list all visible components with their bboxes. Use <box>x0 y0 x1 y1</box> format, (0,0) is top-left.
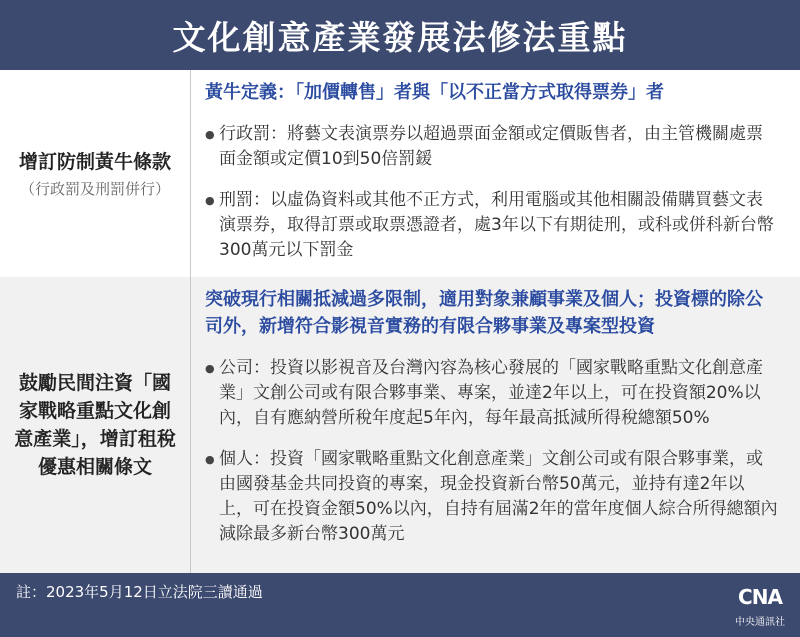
footnote: 註：2023年5月12日立法院三讀通過 <box>16 583 263 601</box>
bullet-text: 刑罰：以虛偽資料或其他不正方式，利用電腦或其他相關設備購買藝文表演票券，取得訂票或取票憑證者，處3年以下有期徒刑，或科或併科新台幣300萬元以下罰金 <box>219 190 774 260</box>
section-tax-incentives <box>0 277 800 573</box>
bullet-icon: ● <box>205 362 215 375</box>
section-sublabel: （行政罰及刑罰併行） <box>19 180 170 198</box>
section-ticket-scalping <box>0 70 800 277</box>
section-heading: 黃牛定義：「加價轉售」者與「以不正當方式取得票券」者 <box>205 82 664 103</box>
bullet-icon: ● <box>205 453 215 466</box>
section-content <box>191 70 800 277</box>
section-heading: 突破現行相關抵減過多限制，適用對象兼顧事業及個人；投資標的除公司外，新增符合影視音實務的有限合夥事業及專案型投資 <box>205 289 763 337</box>
list-item <box>205 356 778 431</box>
list-item <box>205 188 778 263</box>
section-label: 增訂防制黃牛條款 <box>18 151 171 173</box>
footer <box>0 573 800 637</box>
bullet-icon: ● <box>205 194 215 207</box>
bullet-text: 行政罰：將藝文表演票券以超過票面金額或定價販售者，由主管機關處票面金額或定價10到50倍罰鍰 <box>219 124 763 169</box>
page-title: 文化創意產業發展法修法重點 <box>0 0 800 70</box>
bullet-icon: ● <box>205 128 215 141</box>
list-item <box>205 122 778 172</box>
section-content <box>191 277 800 573</box>
section-label-cell <box>0 277 190 573</box>
logo-text: 中央通訊社 <box>735 617 785 628</box>
bullet-text: 公司：投資以影視音及台灣內容為核心發展的「國家戰略重點文化創意產業」文創公司或有限合夥事業、專案，並達2年以上，可在投資額20%以內，自有應納營所稅年度起5年內，每年最高抵減所得稅總額50% <box>219 358 763 428</box>
section-label: 鼓勵民間注資「國家戰略重點文化創意產業」，增訂租稅優惠相關條文 <box>14 372 176 478</box>
section-label-cell <box>0 70 190 277</box>
logo-mark: CNA <box>738 585 782 609</box>
bullet-text: 個人：投資「國家戰略重點文化創意產業」文創公司或有限合夥事業，或由國發基金共同投資的專案，現金投資新台幣50萬元，並持有達2年以上，可在投資金額50%以內，自持有屆滿2年的當年度個人綜合所得總額內減除最多新台幣300萬元 <box>219 449 778 544</box>
cna-logo <box>734 583 786 631</box>
list-item <box>205 447 778 547</box>
